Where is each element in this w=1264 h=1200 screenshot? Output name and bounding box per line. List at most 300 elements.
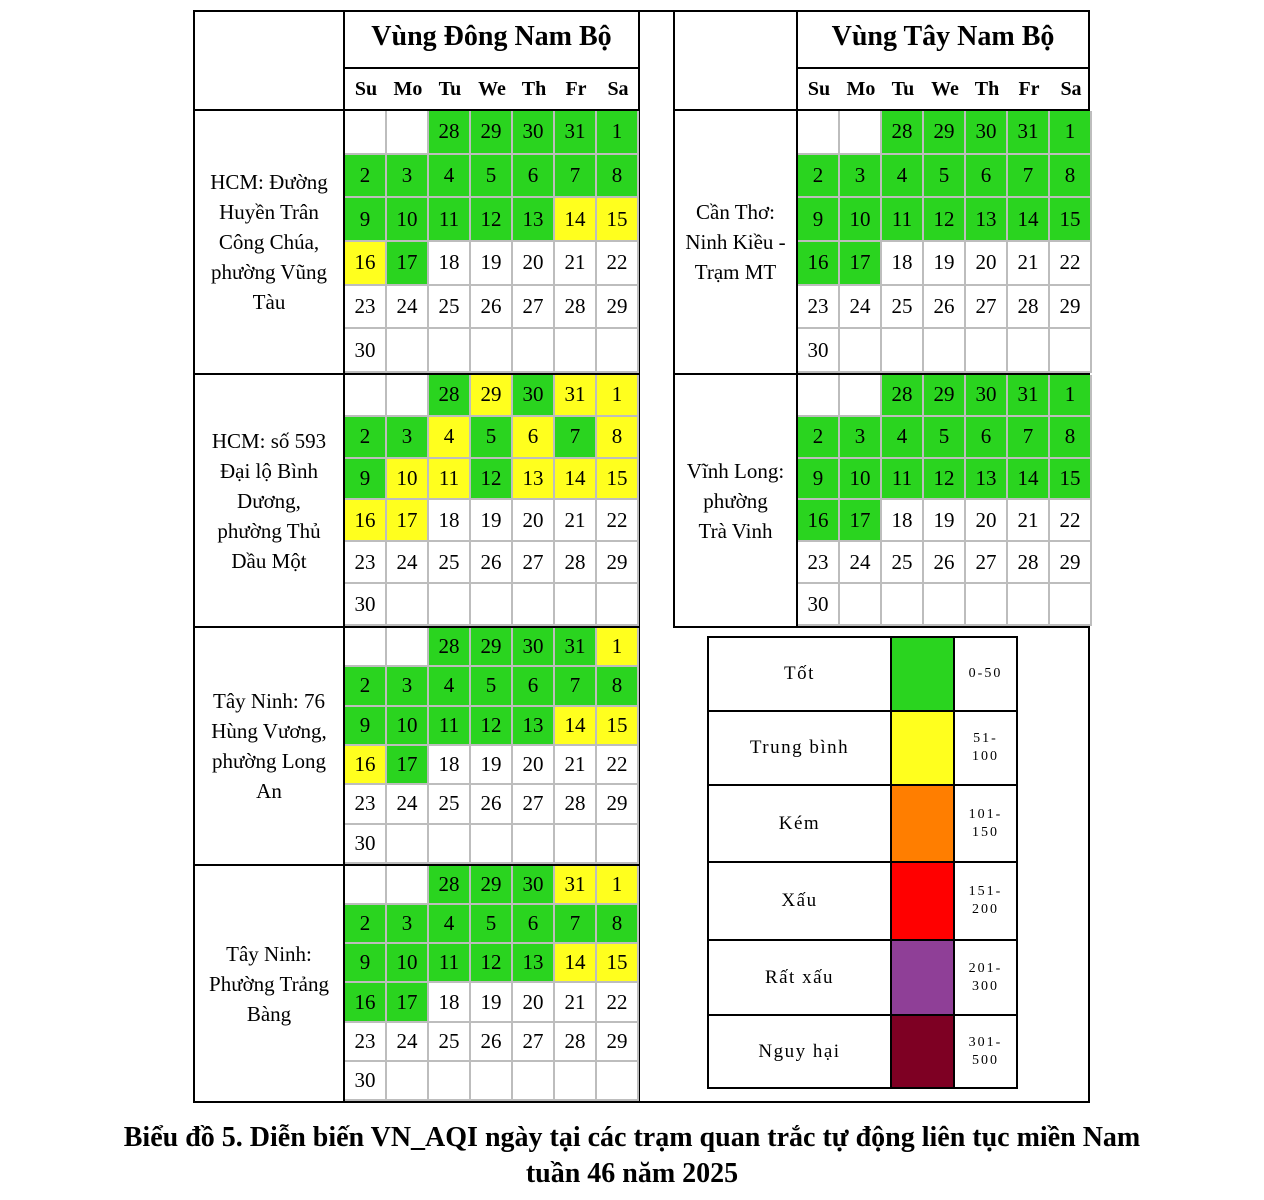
empty-cell <box>471 825 513 864</box>
day-cell: 15 <box>597 944 639 983</box>
day-cell: 18 <box>429 983 471 1022</box>
weekday-sa: Sa <box>607 78 629 100</box>
day-cell: 4 <box>429 155 471 199</box>
legend-range-line: 151- <box>968 884 1003 899</box>
empty-cell <box>345 628 387 667</box>
day-cell: 2 <box>345 417 387 459</box>
day-cell: 31 <box>555 866 597 905</box>
day-cell: 28 <box>555 1023 597 1062</box>
day-cell: 2 <box>345 155 387 199</box>
day-cell: 30 <box>966 111 1008 155</box>
day-cell: 3 <box>840 155 882 199</box>
calendar-grid <box>798 375 1092 626</box>
day-cell: 19 <box>471 983 513 1022</box>
day-cell: 23 <box>345 286 387 330</box>
day-cell: 31 <box>1008 375 1050 417</box>
day-cell: 2 <box>798 417 840 459</box>
weekday-su: Su <box>354 78 378 100</box>
day-cell: 7 <box>555 905 597 944</box>
legend-row <box>709 863 1016 941</box>
region-title-southeast: Vùng Đông Nam Bộ <box>371 21 612 52</box>
day-cell: 18 <box>882 242 924 286</box>
day-cell: 17 <box>387 242 429 286</box>
day-cell: 22 <box>597 746 639 785</box>
legend-row <box>709 786 1016 863</box>
legend-label: Trung bình <box>709 712 892 784</box>
empty-cell <box>345 111 387 155</box>
day-cell: 21 <box>555 242 597 286</box>
day-cell: 8 <box>1050 155 1092 199</box>
calendar-grid <box>345 111 639 373</box>
day-cell: 25 <box>882 542 924 584</box>
legend-range-line: 201- <box>968 960 1003 976</box>
day-cell: 20 <box>966 242 1008 286</box>
legend-swatch <box>892 941 955 1014</box>
day-cell: 6 <box>513 417 555 459</box>
legend-range-line: 0-50 <box>968 666 1003 681</box>
day-cell: 30 <box>513 375 555 417</box>
day-cell: 13 <box>966 198 1008 242</box>
day-cell: 13 <box>513 459 555 501</box>
day-cell: 16 <box>345 500 387 542</box>
station-name-line: Cần Thơ: <box>696 200 775 224</box>
day-cell: 30 <box>345 329 387 373</box>
empty-cell <box>387 584 429 626</box>
legend-range <box>955 941 1016 1014</box>
station-name-line: Trạm MT <box>694 260 777 284</box>
station-label <box>195 111 343 373</box>
day-cell: 12 <box>924 459 966 501</box>
day-cell: 29 <box>597 1023 639 1062</box>
day-cell: 1 <box>1050 111 1092 155</box>
empty-cell <box>345 866 387 905</box>
day-cell: 28 <box>429 866 471 905</box>
day-cell: 6 <box>966 417 1008 459</box>
empty-cell <box>429 1062 471 1101</box>
day-cell: 31 <box>555 628 597 667</box>
day-cell: 30 <box>513 866 555 905</box>
day-cell: 3 <box>387 417 429 459</box>
legend-range <box>955 863 1016 939</box>
empty-cell <box>471 584 513 626</box>
day-cell: 27 <box>513 286 555 330</box>
empty-cell <box>840 375 882 417</box>
day-cell: 30 <box>513 111 555 155</box>
day-cell: 19 <box>471 500 513 542</box>
weekday-fr: Fr <box>1018 78 1040 100</box>
day-cell: 9 <box>798 459 840 501</box>
day-cell: 12 <box>471 198 513 242</box>
empty-cell <box>1008 584 1050 626</box>
day-cell: 28 <box>882 111 924 155</box>
day-cell: 8 <box>597 667 639 706</box>
empty-cell <box>840 329 882 373</box>
day-cell: 22 <box>597 242 639 286</box>
day-cell: 7 <box>555 155 597 199</box>
empty-cell <box>345 375 387 417</box>
day-cell: 25 <box>882 286 924 330</box>
day-cell: 5 <box>471 905 513 944</box>
empty-cell <box>1050 584 1092 626</box>
empty-cell <box>798 111 840 155</box>
legend-range <box>955 1016 1016 1087</box>
day-cell: 19 <box>924 242 966 286</box>
day-cell: 21 <box>555 983 597 1022</box>
day-cell: 30 <box>345 825 387 864</box>
legend-range-line: 100 <box>972 749 999 764</box>
station-name-line: Ninh Kiều - <box>685 230 786 254</box>
station-name <box>687 456 784 546</box>
day-cell: 15 <box>597 459 639 501</box>
empty-cell <box>387 329 429 373</box>
day-cell: 7 <box>555 667 597 706</box>
legend-swatch <box>892 712 955 784</box>
station-name-line: Bàng <box>246 1001 292 1026</box>
day-cell: 16 <box>345 983 387 1022</box>
day-cell: 18 <box>429 500 471 542</box>
day-cell: 13 <box>966 459 1008 501</box>
day-cell: 22 <box>1050 500 1092 542</box>
day-cell: 29 <box>1050 286 1092 330</box>
weekday-header-southeast <box>345 78 639 101</box>
day-cell: 28 <box>882 375 924 417</box>
day-cell: 24 <box>387 1023 429 1062</box>
day-cell: 20 <box>966 500 1008 542</box>
day-cell: 28 <box>555 785 597 824</box>
day-cell: 19 <box>471 746 513 785</box>
legend-label: Nguy hại <box>709 1016 892 1087</box>
empty-cell <box>429 329 471 373</box>
day-cell: 10 <box>387 944 429 983</box>
day-cell: 15 <box>597 198 639 242</box>
day-cell: 14 <box>1008 198 1050 242</box>
empty-cell <box>555 329 597 373</box>
day-cell: 9 <box>345 198 387 242</box>
day-cell: 17 <box>387 500 429 542</box>
day-cell: 9 <box>345 944 387 983</box>
day-cell: 6 <box>513 155 555 199</box>
day-cell: 20 <box>513 983 555 1022</box>
day-cell: 5 <box>471 417 513 459</box>
day-cell: 19 <box>471 242 513 286</box>
day-cell: 11 <box>429 944 471 983</box>
legend-label: Xấu <box>709 863 892 939</box>
legend-range <box>955 786 1016 861</box>
day-cell: 14 <box>555 459 597 501</box>
calendar-grid <box>345 866 639 1101</box>
divider-header-east <box>796 67 1088 69</box>
day-cell: 6 <box>513 905 555 944</box>
empty-cell <box>429 584 471 626</box>
day-cell: 29 <box>597 542 639 584</box>
day-cell: 11 <box>429 707 471 746</box>
day-cell: 16 <box>798 500 840 542</box>
day-cell: 5 <box>924 155 966 199</box>
legend-swatch <box>892 1016 955 1087</box>
day-cell: 30 <box>798 584 840 626</box>
empty-cell <box>924 329 966 373</box>
empty-cell <box>924 584 966 626</box>
day-cell: 26 <box>471 286 513 330</box>
day-cell: 29 <box>471 111 513 155</box>
empty-cell <box>513 329 555 373</box>
day-cell: 10 <box>840 459 882 501</box>
station-name-line: Phường Trảng <box>209 971 329 996</box>
calendar-grid <box>345 628 639 864</box>
empty-cell <box>471 1062 513 1101</box>
day-cell: 25 <box>429 286 471 330</box>
day-cell: 1 <box>597 628 639 667</box>
day-cell: 30 <box>345 1062 387 1101</box>
legend-range-line: 500 <box>971 1052 999 1068</box>
station-label <box>675 375 796 626</box>
empty-cell <box>966 329 1008 373</box>
day-cell: 25 <box>429 1023 471 1062</box>
station-name-line: Dương, <box>237 488 301 513</box>
day-cell: 28 <box>429 375 471 417</box>
day-cell: 2 <box>345 905 387 944</box>
station-name-line: phường <box>703 488 768 513</box>
weekday-we: We <box>478 78 506 100</box>
station-name <box>210 167 328 317</box>
calendar-grid <box>798 111 1092 373</box>
day-cell: 21 <box>1008 500 1050 542</box>
station-name-line: Hùng Vương, <box>211 719 327 743</box>
day-cell: 23 <box>798 286 840 330</box>
legend-range-line: 300 <box>971 978 999 994</box>
day-cell: 31 <box>555 375 597 417</box>
day-cell: 30 <box>798 329 840 373</box>
legend-swatch <box>892 638 955 710</box>
day-cell: 27 <box>513 1023 555 1062</box>
day-cell: 29 <box>924 375 966 417</box>
weekday-tu: Tu <box>438 78 462 100</box>
station-name <box>211 686 326 806</box>
day-cell: 3 <box>387 155 429 199</box>
empty-cell <box>513 584 555 626</box>
empty-cell <box>1050 329 1092 373</box>
empty-cell <box>387 111 429 155</box>
day-cell: 19 <box>924 500 966 542</box>
day-cell: 11 <box>429 459 471 501</box>
day-cell: 9 <box>798 198 840 242</box>
day-cell: 7 <box>1008 155 1050 199</box>
day-cell: 8 <box>1050 417 1092 459</box>
day-cell: 14 <box>555 707 597 746</box>
empty-cell <box>1008 329 1050 373</box>
station-name-line: Vĩnh Long: <box>686 458 785 483</box>
day-cell: 18 <box>429 746 471 785</box>
day-cell: 7 <box>1008 417 1050 459</box>
day-cell: 6 <box>966 155 1008 199</box>
day-cell: 31 <box>555 111 597 155</box>
weekday-tu: Tu <box>891 78 915 100</box>
day-cell: 30 <box>345 584 387 626</box>
day-cell: 28 <box>555 542 597 584</box>
legend-row <box>709 1016 1016 1087</box>
empty-cell <box>597 584 639 626</box>
day-cell: 21 <box>555 500 597 542</box>
day-cell: 12 <box>471 944 513 983</box>
day-cell: 17 <box>840 242 882 286</box>
empty-cell <box>597 825 639 864</box>
weekday-th: Th <box>974 78 1000 100</box>
legend-range <box>955 638 1016 710</box>
day-cell: 22 <box>1050 242 1092 286</box>
day-cell: 29 <box>924 111 966 155</box>
weekday-mo: Mo <box>846 78 876 100</box>
empty-cell <box>513 1062 555 1101</box>
day-cell: 24 <box>387 542 429 584</box>
day-cell: 9 <box>345 707 387 746</box>
day-cell: 1 <box>597 111 639 155</box>
empty-cell <box>387 375 429 417</box>
empty-cell <box>597 1062 639 1101</box>
station-name-line: Trà Vinh <box>698 518 773 543</box>
day-cell: 28 <box>555 286 597 330</box>
day-cell: 18 <box>429 242 471 286</box>
weekday-header-southwest <box>798 78 1092 101</box>
day-cell: 26 <box>471 785 513 824</box>
weekday-fr: Fr <box>565 78 587 100</box>
day-cell: 3 <box>387 905 429 944</box>
day-cell: 25 <box>429 785 471 824</box>
station-label <box>195 866 343 1101</box>
day-cell: 11 <box>882 198 924 242</box>
day-cell: 8 <box>597 905 639 944</box>
legend-row <box>709 941 1016 1016</box>
day-cell: 29 <box>471 628 513 667</box>
day-cell: 22 <box>597 500 639 542</box>
day-cell: 28 <box>429 628 471 667</box>
figure-caption <box>0 1120 1264 1192</box>
calendar-grid <box>345 375 639 626</box>
day-cell: 7 <box>555 417 597 459</box>
empty-cell <box>555 825 597 864</box>
empty-cell <box>597 329 639 373</box>
day-cell: 5 <box>924 417 966 459</box>
empty-cell <box>387 825 429 864</box>
weekday-we: We <box>931 78 959 100</box>
day-cell: 13 <box>513 707 555 746</box>
legend-range-line: 200 <box>971 902 999 917</box>
day-cell: 1 <box>1050 375 1092 417</box>
day-cell: 14 <box>555 198 597 242</box>
station-name-line: Công Chúa, <box>218 230 320 254</box>
station-name <box>685 197 785 287</box>
day-cell: 4 <box>429 905 471 944</box>
day-cell: 8 <box>597 155 639 199</box>
empty-cell <box>555 1062 597 1101</box>
empty-cell <box>840 584 882 626</box>
aqi-calendar-figure <box>193 10 1090 1103</box>
day-cell: 29 <box>1050 542 1092 584</box>
day-cell: 2 <box>345 667 387 706</box>
empty-cell <box>387 628 429 667</box>
day-cell: 2 <box>798 155 840 199</box>
station-name-line: Tây Ninh: 76 <box>213 689 325 713</box>
caption-title: Biểu đồ 5. Diễn biến VN_AQI ngày tại các trạm quan trắc tự động liên tục miền Nam <box>123 1122 1141 1153</box>
day-cell: 13 <box>513 944 555 983</box>
station-name-line: phường Thủ <box>217 518 321 543</box>
day-cell: 1 <box>597 375 639 417</box>
legend-row <box>709 712 1016 786</box>
day-cell: 23 <box>345 1023 387 1062</box>
day-cell: 21 <box>1008 242 1050 286</box>
day-cell: 10 <box>387 707 429 746</box>
station-name-line: Tây Ninh: <box>226 941 312 966</box>
day-cell: 17 <box>840 500 882 542</box>
day-cell: 24 <box>840 286 882 330</box>
empty-cell <box>882 584 924 626</box>
station-name-line: Tàu <box>252 290 286 314</box>
day-cell: 26 <box>924 286 966 330</box>
day-cell: 5 <box>471 155 513 199</box>
station-name <box>209 939 329 1029</box>
day-cell: 23 <box>798 542 840 584</box>
day-cell: 4 <box>429 667 471 706</box>
station-name-line: phường Long <box>211 749 327 773</box>
day-cell: 28 <box>1008 286 1050 330</box>
day-cell: 20 <box>513 746 555 785</box>
day-cell: 20 <box>513 500 555 542</box>
day-cell: 11 <box>429 198 471 242</box>
station-name-line: Dầu Một <box>231 548 307 573</box>
day-cell: 25 <box>429 542 471 584</box>
day-cell: 23 <box>345 542 387 584</box>
empty-cell <box>387 866 429 905</box>
day-cell: 29 <box>597 286 639 330</box>
weekday-sa: Sa <box>1060 78 1082 100</box>
legend-range-line: 51- <box>973 731 998 746</box>
empty-cell <box>387 1062 429 1101</box>
day-cell: 8 <box>597 417 639 459</box>
station-name-line: Đại lộ Bình <box>219 458 318 483</box>
legend-range-line: 301- <box>968 1034 1003 1050</box>
day-cell: 29 <box>597 785 639 824</box>
legend-swatch <box>892 786 955 861</box>
day-cell: 9 <box>345 459 387 501</box>
day-cell: 17 <box>387 746 429 785</box>
day-cell: 12 <box>471 459 513 501</box>
weekday-su: Su <box>807 78 831 100</box>
day-cell: 27 <box>966 286 1008 330</box>
day-cell: 1 <box>597 866 639 905</box>
weekday-mo: Mo <box>393 78 423 100</box>
day-cell: 16 <box>345 746 387 785</box>
day-cell: 24 <box>387 785 429 824</box>
day-cell: 5 <box>471 667 513 706</box>
day-cell: 30 <box>513 628 555 667</box>
station-label <box>675 111 796 373</box>
empty-cell <box>471 329 513 373</box>
legend-range-line: 101- <box>968 806 1003 822</box>
station-name-line: phường Vũng <box>210 260 328 284</box>
day-cell: 4 <box>429 417 471 459</box>
day-cell: 22 <box>597 983 639 1022</box>
divider-east-bottom <box>673 626 1088 628</box>
day-cell: 3 <box>387 667 429 706</box>
empty-cell <box>798 375 840 417</box>
day-cell: 13 <box>513 198 555 242</box>
day-cell: 4 <box>882 417 924 459</box>
station-name <box>212 426 326 576</box>
day-cell: 16 <box>345 242 387 286</box>
empty-cell <box>840 111 882 155</box>
day-cell: 28 <box>429 111 471 155</box>
day-cell: 14 <box>1008 459 1050 501</box>
day-cell: 31 <box>1008 111 1050 155</box>
